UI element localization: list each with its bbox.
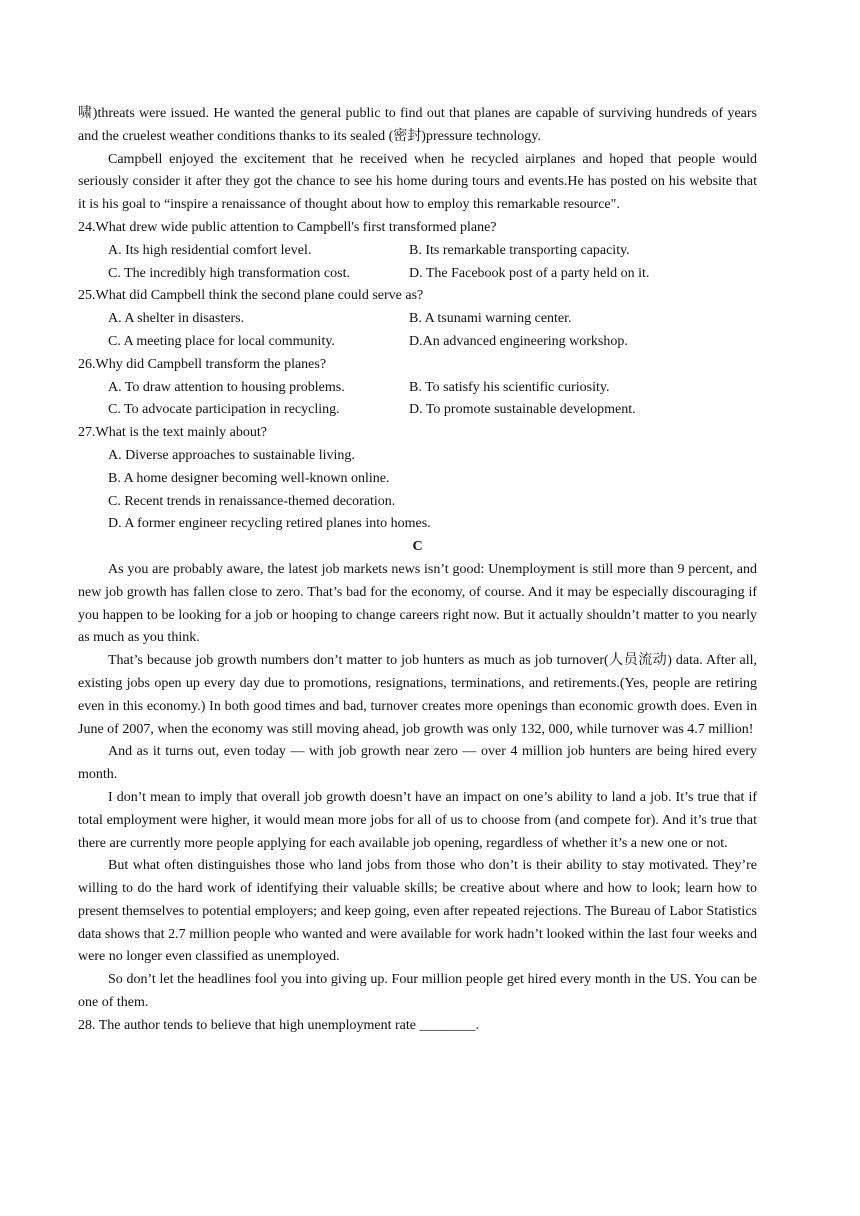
exam-page: [78, 103, 757, 1038]
question-24-stem: 24.What drew wide public attention to Campbell's first transformed plane?: [78, 219, 497, 235]
question-26-stem: 26.Why did Campbell transform the planes?: [78, 356, 327, 372]
option-a: A. Diverse approaches to sustainable living.: [108, 447, 355, 463]
passage-b-paragraph: 啸)threats were issued. He wanted the general public to find out that planes are capable of surviving hundreds of years and the cruelest weather conditions thanks to its sealed (密封)pressure technology.: [78, 106, 757, 144]
section-heading-c: C: [412, 539, 423, 555]
option-c: C. The incredibly high transformation cost.: [108, 265, 350, 281]
passage-c-paragraph: But what often distinguishes those who land jobs from those who don’t is their ability to stay motivated. They’re willing to do the hard work of identifying their valuable skills; be creative about where and how to look; learn how to present themselves to potential employers; and keep going, even after repeated rejections. The Bureau of Labor Statistics data shows that 2.7 million people who wanted and were available for work hadn’t looked within the last four weeks and were no longer even classified as unemployed.: [78, 858, 757, 965]
option-a: A. To draw attention to housing problems.: [108, 379, 345, 395]
question-26-options-row: [78, 377, 757, 400]
passage-c-paragraph: As you are probably aware, the latest job markets news isn’t good: Unemployment is still more than 9 percent, and new job growth has fallen close to zero. That’s bad for the economy, of course. And it may be especially discouraging if you happen to be looking for a job or hooping to change careers right now. But it actually shouldn’t matter to you nearly as much as you think.: [78, 561, 757, 646]
passage-c-paragraph: And as it turns out, even today — with job growth near zero — over 4 million job hunters are being hired every month.: [78, 744, 757, 783]
question-24-options-row: [78, 263, 757, 286]
passage-b-paragraph: Campbell enjoyed the excitement that he received when he recycled airplanes and hoped that people would seriously consider it after they got the chance to see his home during tours and events.He has posted on his website that it is his goal to “inspire a renaissance of thought about how to employ this remarkable resource".: [78, 151, 757, 213]
passage-c-paragraph: I don’t mean to imply that overall job growth doesn’t have an impact on one’s ability to land a job. It’s true that if total employment were higher, it would mean more jobs for all of us to choose from (and compete for). And it’s true that there are currently more people applying for each available job opening, regardless of whether it’s a new one or not.: [78, 789, 757, 851]
passage-c-paragraph: That’s because job growth numbers don’t matter to job hunters as much as job turnover(人员流动) data. After all, existing jobs open up every day due to promotions, resignations, terminations, and retirements.(Yes, people are retiring even in this economy.) In both good times and bad, turnover creates more openings than economic growth does. Even in June of 2007, when the economy was still moving ahead, job growth was only 132, 000, while turnover was 4.7 million!: [78, 653, 757, 737]
option-d: D.An advanced engineering workshop.: [409, 333, 628, 349]
question-27-stem: 27.What is the text mainly about?: [78, 425, 267, 441]
option-b: B. A tsunami warning center.: [409, 311, 572, 327]
question-24-options-row: [78, 240, 757, 263]
option-b: B. A home designer becoming well-known online.: [108, 470, 390, 486]
question-25-stem: 25.What did Campbell think the second plane could serve as?: [78, 288, 424, 304]
option-d: D. To promote sustainable development.: [409, 402, 636, 418]
option-b: B. To satisfy his scientific curiosity.: [409, 379, 610, 395]
question-28-stem: 28. The author tends to believe that high unemployment rate ________.: [78, 1017, 479, 1033]
option-d: D. A former engineer recycling retired planes into homes.: [108, 516, 431, 532]
option-c: C. Recent trends in renaissance-themed decoration.: [108, 493, 396, 509]
option-a: A. Its high residential comfort level.: [108, 242, 312, 258]
option-c: C. A meeting place for local community.: [108, 333, 335, 349]
option-b: B. Its remarkable transporting capacity.: [409, 242, 630, 258]
option-d: D. The Facebook post of a party held on it.: [409, 265, 650, 281]
passage-c-paragraph: So don’t let the headlines fool you into giving up. Four million people get hired every month in the US. You can be one of them.: [78, 972, 757, 1011]
question-25-options-row: [78, 331, 757, 354]
option-a: A. A shelter in disasters.: [108, 311, 245, 327]
question-25-options-row: [78, 308, 757, 331]
option-c: C. To advocate participation in recycling.: [108, 402, 340, 418]
question-26-options-row: [78, 399, 757, 422]
